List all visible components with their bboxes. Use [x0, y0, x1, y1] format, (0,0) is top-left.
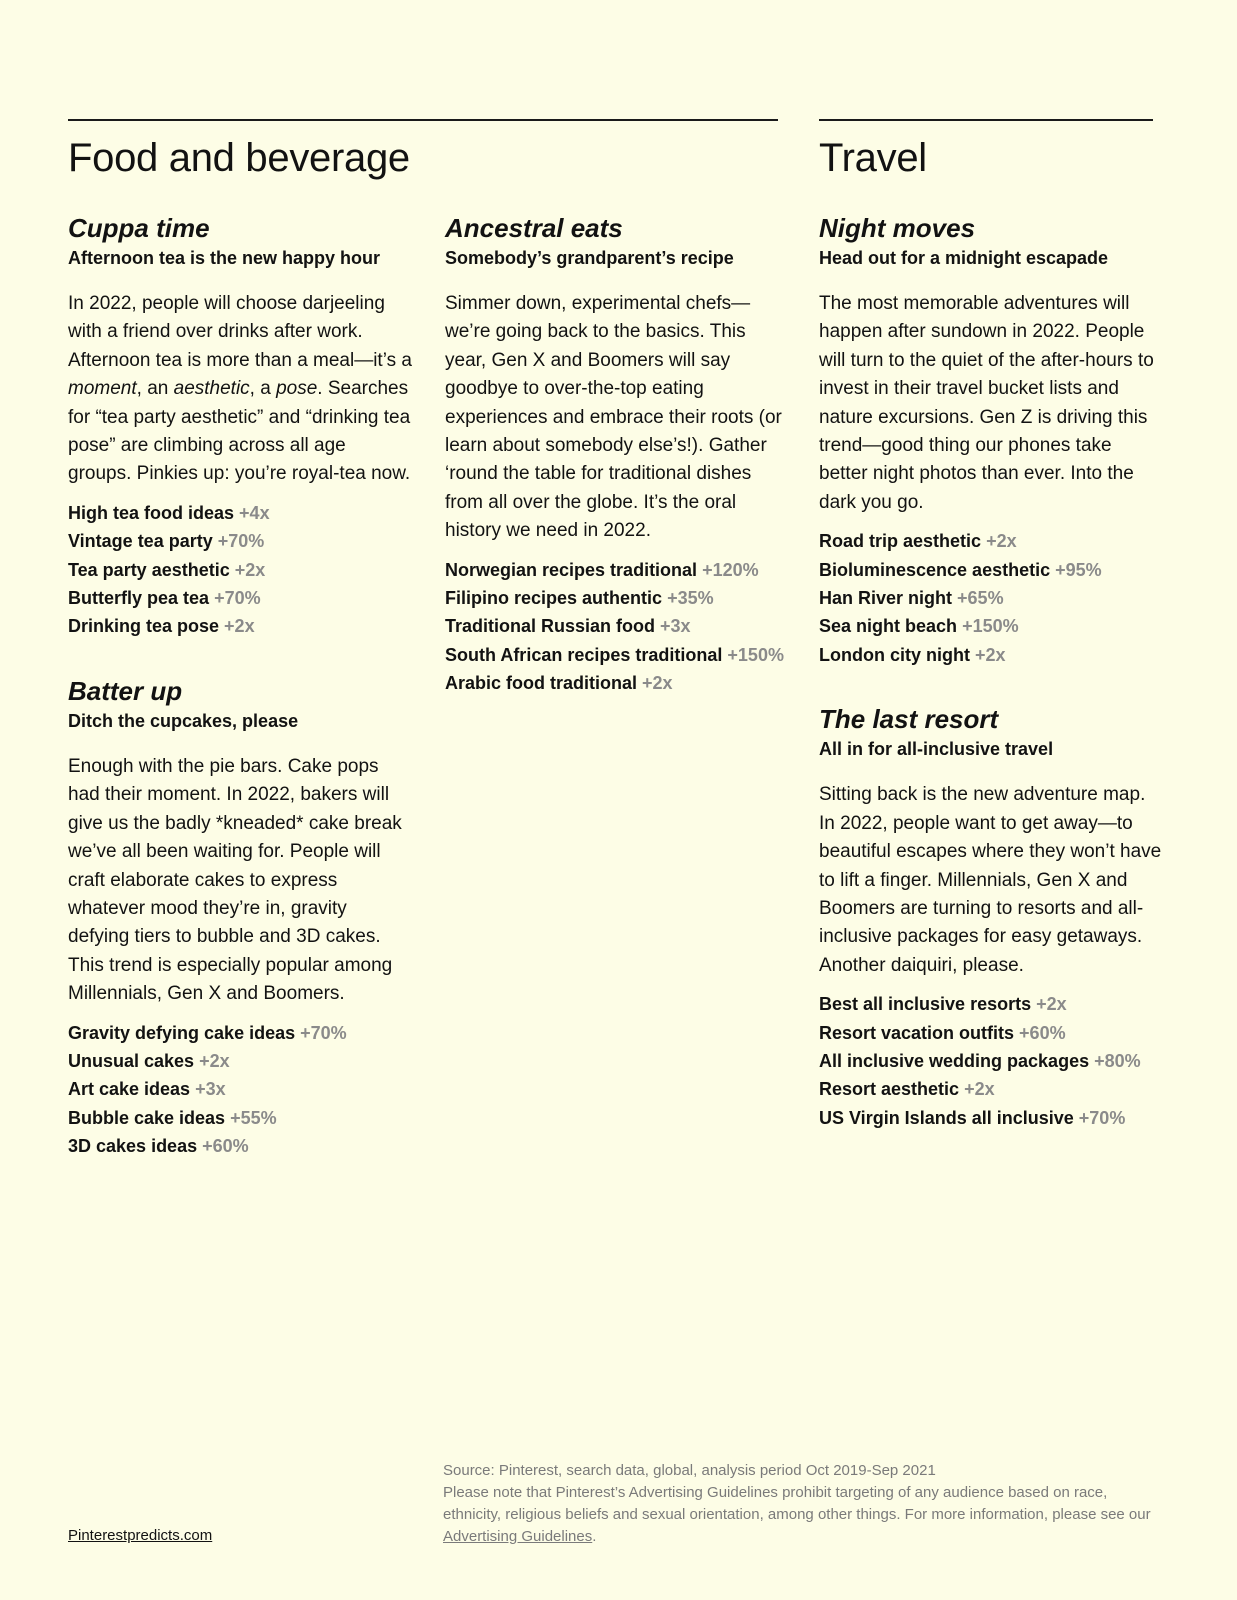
- growth-value: +65%: [957, 588, 1004, 609]
- search-term: Vintage tea party +70%: [68, 531, 265, 552]
- trend-title: Cuppa time: [68, 213, 210, 243]
- search-term: High tea food ideas +4x: [68, 502, 270, 523]
- growth-value: +35%: [667, 588, 714, 609]
- search-term: London city night +2x: [819, 644, 1006, 665]
- trend-body: Sitting back is the new adventure map. In 2022, people want to get away—to beautiful escapes where they won’t have to lift a finger. Millennials, Gen X and Boomers are turning to resorts and all-inclusive packages for easy getaways. Another daiquiri, please.: [819, 784, 1162, 976]
- search-terms-list: [819, 527, 1164, 669]
- search-terms-list: [68, 499, 413, 641]
- search-term: Best all inclusive resorts +2x: [819, 994, 1067, 1015]
- search-term: Gravity defying cake ideas +70%: [68, 1022, 347, 1043]
- travel-section-title: Travel: [819, 136, 927, 180]
- trend-batter-up: [68, 675, 413, 1161]
- search-term: US Virgin Islands all inclusive +70%: [819, 1107, 1126, 1128]
- source-line: Source: Pinterest, search data, global, analysis period Oct 2019-Sep 2021: [443, 1462, 936, 1479]
- growth-value: +95%: [1055, 559, 1102, 580]
- growth-value: +4x: [239, 502, 270, 523]
- travel-section-rule: [819, 119, 1153, 121]
- growth-value: +2x: [199, 1050, 230, 1071]
- growth-value: +3x: [660, 616, 691, 637]
- trend-title: Night moves: [819, 213, 976, 243]
- search-term: Arabic food traditional +2x: [445, 673, 673, 694]
- search-term: Sea night beach +150%: [819, 616, 1019, 637]
- search-term: All inclusive wedding packages +80%: [819, 1050, 1141, 1071]
- search-term: Norwegian recipes traditional +120%: [445, 559, 759, 580]
- trend-subtitle: Somebody’s grandparent’s recipe: [445, 248, 734, 268]
- search-term: South African recipes traditional +150%: [445, 644, 784, 665]
- growth-value: +3x: [195, 1079, 226, 1100]
- growth-value: +2x: [234, 559, 266, 580]
- search-term: Tea party aesthetic +2x: [68, 559, 266, 580]
- growth-value: +2x: [964, 1079, 995, 1100]
- growth-value: +120%: [702, 559, 759, 580]
- growth-value: +70%: [217, 531, 265, 552]
- pinterest-predicts-link[interactable]: Pinterestpredicts.com: [68, 1527, 213, 1544]
- search-terms-list: [819, 990, 1164, 1132]
- search-term: Bubble cake ideas +55%: [68, 1107, 277, 1128]
- trend-subtitle: All in for all-inclusive travel: [819, 739, 1054, 760]
- search-terms-list: [445, 556, 785, 698]
- search-term: Drinking tea pose +2x: [68, 616, 255, 637]
- growth-value: +80%: [1094, 1050, 1141, 1071]
- growth-value: +2x: [642, 673, 673, 694]
- trend-subtitle: Head out for a midnight escapade: [819, 248, 1109, 268]
- trend-body: In 2022, people will choose darjeeling with a friend over drinks after work. Afternoon tea is more than a meal—it’s a moment, an aesthetic, a pose. Searches for “tea party aesthetic” and “drinking tea pose” are climbing across all age groups. Pinkies up: you’re royal-tea now.: [68, 293, 412, 485]
- search-term: Han River night +65%: [819, 588, 1004, 609]
- growth-value: +150%: [727, 644, 784, 665]
- trend-the-last-resort: [819, 703, 1164, 1132]
- growth-value: +2x: [1036, 994, 1067, 1015]
- growth-value: +70%: [300, 1022, 347, 1043]
- growth-value: +70%: [214, 588, 261, 609]
- trend-night-moves: [819, 212, 1164, 669]
- source-note: [443, 1460, 1163, 1548]
- search-term: Art cake ideas +3x: [68, 1079, 226, 1100]
- trend-subtitle: Afternoon tea is the new happy hour: [68, 248, 381, 268]
- growth-value: +2x: [224, 616, 255, 637]
- trend-title: Ancestral eats: [445, 213, 623, 243]
- guidelines-note: Please note that Pinterest’s Advertising Guidelines prohibit targeting of any audience based on race, ethnicity, religious beliefs and sexual orientation, among other things. For more information, please see our Advertising Guidelines.: [443, 1484, 1151, 1545]
- trend-body: Simmer down, experimental chefs—we’re going back to the basics. This year, Gen X and Boomers will say goodbye to over-the-top eating experiences and embrace their roots (or learn about somebody else’s!). Gather ‘round the table for traditional dishes from all over the globe. It’s the oral history we need in 2022.: [445, 293, 782, 542]
- growth-value: +55%: [230, 1107, 277, 1128]
- trend-body: Enough with the pie bars. Cake pops had their moment. In 2022, bakers will give us the badly *kneaded* cake break we’ve all been waiting for. People will craft elaborate cakes to express whatever mood they’re in, gravity defying tiers to bubble and 3D cakes. This trend is especially popular among Millennials, Gen X and Boomers.: [68, 755, 402, 1005]
- column-food-left: [68, 212, 413, 1195]
- trend-ancestral-eats: [445, 212, 785, 698]
- search-term: 3D cakes ideas +60%: [68, 1136, 249, 1157]
- growth-value: +150%: [962, 616, 1019, 637]
- column-travel: [819, 212, 1164, 1166]
- search-term: Filipino recipes authentic +35%: [445, 588, 714, 609]
- search-term: Bioluminescence aesthetic +95%: [819, 559, 1102, 580]
- growth-value: +2x: [986, 531, 1017, 552]
- growth-value: +2x: [975, 644, 1006, 665]
- growth-value: +70%: [1078, 1107, 1126, 1128]
- search-term: Traditional Russian food +3x: [445, 616, 691, 637]
- food-section-rule: [68, 119, 778, 121]
- advertising-guidelines-link[interactable]: Advertising Guidelines: [443, 1528, 593, 1545]
- trend-subtitle: Ditch the cupcakes, please: [68, 710, 299, 731]
- growth-value: +60%: [1019, 1022, 1066, 1043]
- trend-title: The last resort: [819, 704, 999, 735]
- search-term: Resort vacation outfits +60%: [819, 1022, 1066, 1043]
- food-section-title: Food and beverage: [68, 136, 410, 180]
- search-term: Butterfly pea tea +70%: [68, 588, 261, 609]
- trend-cuppa-time: [68, 212, 413, 641]
- column-food-right: [445, 212, 785, 732]
- trend-title: Batter up: [68, 675, 183, 706]
- growth-value: +60%: [202, 1136, 249, 1157]
- trend-body: The most memorable adventures will happen after sundown in 2022. People will turn to the quiet of the after-hours to invest in their travel bucket lists and nature excursions. Gen Z is driving this trend—good thing our phones take better night photos than ever. Into the dark you go.: [819, 293, 1154, 513]
- search-term: Unusual cakes +2x: [68, 1050, 230, 1071]
- search-term: Resort aesthetic +2x: [819, 1079, 995, 1100]
- search-term: Road trip aesthetic +2x: [819, 531, 1017, 552]
- search-terms-list: [68, 1019, 413, 1161]
